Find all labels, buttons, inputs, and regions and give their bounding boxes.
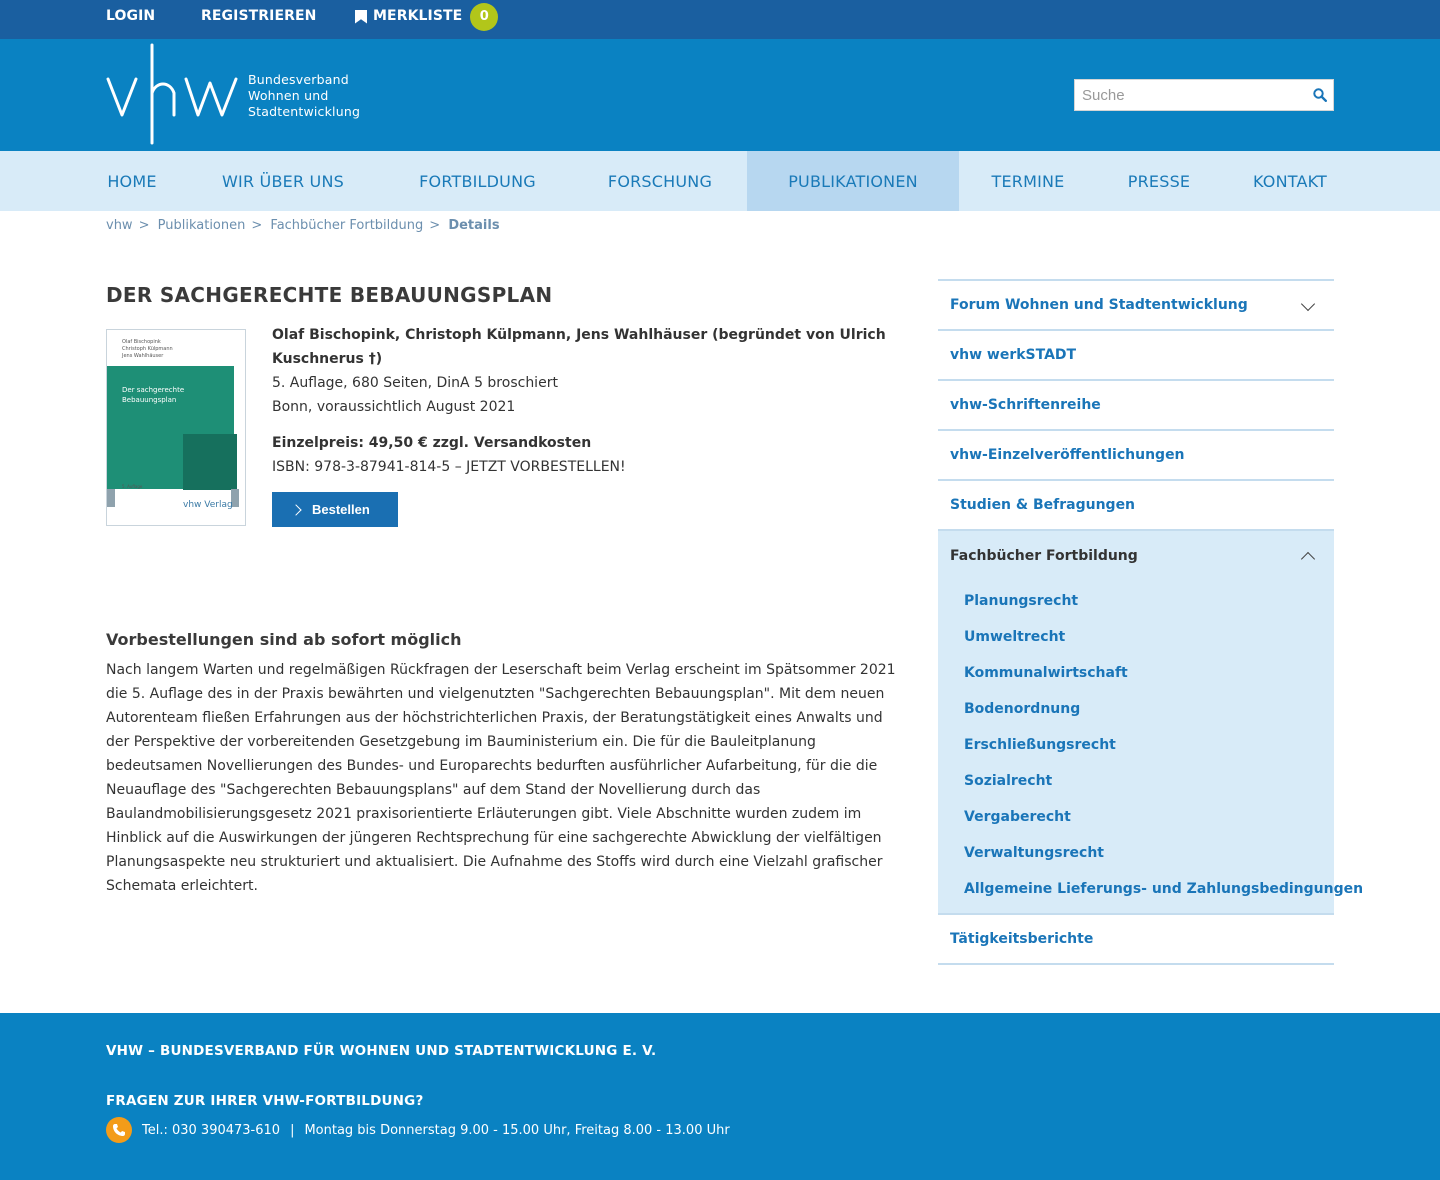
sidebar-subitem-umweltrecht[interactable]: Umweltrecht [964, 629, 1066, 645]
breadcrumb-separator: > [429, 218, 441, 233]
footer-hours: Montag bis Donnerstag 9.00 - 15.00 Uhr, Freitag 8.00 - 13.00 Uhr [304, 1122, 730, 1138]
sidebar-item-label: Studien & Befragungen [950, 497, 1136, 513]
sidebar-subitem-planungsrecht[interactable]: Planungsrecht [964, 593, 1079, 609]
chevron-up-icon[interactable] [1302, 549, 1314, 561]
sidebar-subitem-verwaltungsrecht[interactable]: Verwaltungsrecht [964, 845, 1104, 861]
chevron-down-icon[interactable] [1302, 299, 1314, 311]
nav-presse[interactable]: PRESSE [1127, 172, 1191, 191]
logo-line: Bundesverband [248, 72, 349, 87]
breadcrumb-item-fachbuecher[interactable]: Fachbücher Fortbildung [270, 218, 424, 233]
sidebar-item-taetigkeitsberichte[interactable] [938, 915, 1334, 965]
nav-publikationen[interactable]: PUBLIKATIONEN [747, 151, 959, 211]
breadcrumb-separator: > [251, 218, 263, 233]
bookmark-icon [355, 10, 367, 24]
nav-wir-ueber-uns[interactable]: WIR ÜBER UNS [222, 172, 344, 191]
logo-text [248, 72, 360, 120]
book-cover [106, 329, 246, 526]
sidebar-item-einzelveroeffentlichungen[interactable] [938, 431, 1334, 481]
sidebar-subnav [938, 581, 1364, 915]
order-button-label: Bestellen [312, 502, 370, 517]
sidebar-item-label: Tätigkeitsberichte [950, 931, 1094, 947]
product-info [272, 323, 892, 479]
sidebar-item-schriftenreihe[interactable] [938, 381, 1334, 431]
footer-question: FRAGEN ZUR IHRER VHW-FORTBILDUNG? [106, 1093, 424, 1109]
cover-title-line: Bebauungsplan [122, 396, 177, 404]
phone-icon [106, 1117, 132, 1143]
logo-line: Wohnen und [248, 88, 329, 103]
sidebar-item-studien[interactable] [938, 481, 1334, 531]
nav-fortbildung[interactable]: FORTBILDUNG [419, 172, 536, 191]
sidebar [938, 279, 1364, 965]
cover-dark-block [183, 434, 237, 490]
breadcrumb-item-vhw[interactable]: vhw [106, 218, 133, 233]
nav-home[interactable]: HOME [107, 172, 157, 191]
sidebar-item-fachbuecher[interactable] [938, 531, 1334, 581]
sidebar-item-label: vhw-Einzelveröffentlichungen [950, 447, 1185, 463]
sidebar-subitem-bodenordnung[interactable]: Bodenordnung [964, 701, 1081, 717]
register-link[interactable]: REGISTRIEREN [201, 8, 317, 24]
cover-edition: 5. Auflage [122, 484, 143, 489]
merkliste-link[interactable] [355, 0, 498, 33]
sidebar-item-label: Fachbücher Fortbildung [950, 548, 1138, 564]
sidebar-subitem-kommunalwirtschaft[interactable]: Kommunalwirtschaft [964, 665, 1128, 681]
footer-separator: | [290, 1122, 295, 1138]
breadcrumb [106, 218, 504, 233]
cover-author: Jens Wahlhäuser [122, 353, 164, 359]
footer-phone[interactable]: Tel.: 030 390473-610 [142, 1122, 281, 1138]
product-isbn: ISBN: 978-3-87941-814-5 – JETZT VORBESTELLEN! [272, 459, 626, 475]
cover-publisher: vhw Verlag [183, 500, 233, 510]
sidebar-subitem-agb[interactable]: Allgemeine Lieferungs- und Zahlungsbedingungen [964, 881, 1364, 897]
nav-forschung[interactable]: FORSCHUNG [607, 172, 713, 191]
sidebar-item-forum[interactable] [938, 281, 1334, 331]
sidebar-item-label: Forum Wohnen und Stadtentwicklung [950, 297, 1248, 313]
sidebar-subitem-vergaberecht[interactable]: Vergaberecht [964, 809, 1071, 825]
breadcrumb-separator: > [138, 218, 150, 233]
footer-org: VHW – BUNDESVERBAND FÜR WOHNEN UND STADTENTWICKLUNG E. V. [106, 1043, 657, 1059]
cover-author: Christoph Külpmann [122, 346, 173, 352]
order-button[interactable] [272, 492, 398, 527]
description-text: Nach langem Warten und regelmäßigen Rückfragen der Leserschaft beim Verlag erscheint im Spätsommer 2021 die 5. Auflage des in der Praxis bewährten und vielgenutzten "Sachgerechten Bebauungsplan". Mit dem neuen Autorenteam fließen Erfahrungen aus der höchstrichterlichen Praxis, der Beratungstätigkeit eines Anwalts und der Perspektive der vorbereitenden Gesetzgebung im Bauministerium ein. Die für die Bauleitplanung bedeutsamen Novellierungen des Bundes- und Europarechts bedurften ausführlicher Aufarbeitung, für die die Neuauflage des "Sachgerechten Bebauungsplans" auf dem Stand der Novellierung durch das Baulandmobilisierungsgesetz 2021 praxisorientierte Erläuterungen gibt. Viele Abschnitte wurden zudem im Hinblick auf die Auswirkungen der jüngeren Rechtsprechung für eine sachgerechte Abwicklung der vielfältigen Planungsaspekte neu strukturiert und aktualisiert. Die Aufnahme des Stoffs wird durch eine Vielzahl grafischer Schemata erleichtert. [106, 662, 896, 894]
top-bar [0, 0, 1440, 39]
search-icon[interactable] [1313, 88, 1327, 102]
product-edition: 5. Auflage, 680 Seiten, DinA 5 broschiert [272, 375, 558, 391]
sidebar-item-label: vhw-Schriftenreihe [950, 397, 1101, 413]
sidebar-item-label: vhw werkSTADT [950, 347, 1077, 363]
nav-termine[interactable]: TERMINE [991, 172, 1065, 191]
footer [0, 1013, 1440, 1180]
cover-title-line: Der sachgerechte [122, 386, 185, 394]
sidebar-subitem-sozialrecht[interactable]: Sozialrecht [964, 773, 1053, 789]
login-link[interactable]: LOGIN [106, 8, 156, 24]
logo-line: Stadtentwicklung [248, 104, 361, 119]
breadcrumb-current: Details [448, 218, 500, 233]
main-nav [0, 151, 1440, 211]
product-place: Bonn, voraussichtlich August 2021 [272, 399, 516, 415]
product-authors: Olaf Bischopink, Christoph Külpmann, Jens Wahlhäuser (begründet von Ulrich Kuschnerus †) [272, 327, 886, 367]
merkliste-label: MERKLISTE [373, 8, 463, 24]
merkliste-count-badge: 0 [470, 3, 498, 31]
header [0, 39, 1440, 151]
cover-author: Olaf Bischopink [122, 339, 161, 345]
footer-contact [106, 1117, 730, 1143]
search-input[interactable] [1075, 80, 1303, 110]
cover-authors [122, 339, 173, 360]
description-heading: Vorbestellungen sind ab sofort möglich [106, 630, 462, 649]
nav-kontakt[interactable]: KONTAKT [1252, 172, 1328, 191]
sidebar-item-werkstadt[interactable] [938, 331, 1334, 381]
cover-title [122, 385, 184, 405]
sidebar-subitem-erschliessungsrecht[interactable]: Erschließungsrecht [964, 737, 1116, 753]
cover-grey-block [107, 489, 115, 507]
search-box [1074, 79, 1334, 111]
chevron-right-icon [292, 504, 300, 516]
breadcrumb-item-publikationen[interactable]: Publikationen [157, 218, 246, 233]
product-price: Einzelpreis: 49,50 € zzgl. Versandkosten [272, 435, 592, 451]
page-title: DER SACHGERECHTE BEBAUUNGSPLAN [106, 283, 553, 307]
